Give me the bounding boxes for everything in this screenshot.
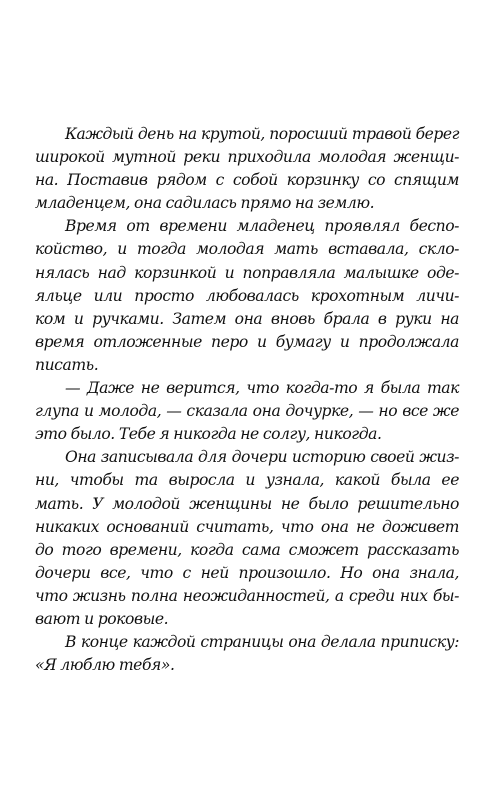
- text-line-content: — Даже не верится, что когда-то я была так: [65, 379, 459, 398]
- text-line: [35, 262, 459, 285]
- text-line-content: младенцем, она садилась прямо на землю.: [35, 194, 375, 213]
- text-line-content: койство, и тогда молодая мать вставала, скло-: [35, 240, 459, 259]
- text-line-content: до того времени, когда сама сможет рассказать: [35, 540, 459, 559]
- text-line: [35, 539, 459, 562]
- text-line-content: время отложенные перо и бумагу и продолжала: [35, 332, 459, 351]
- text-line: [35, 400, 459, 423]
- text-line-content: Время от времени младенец проявлял беспо-: [65, 217, 459, 236]
- text-line-content: писать.: [35, 355, 99, 374]
- text-line-content: никаких оснований считать, что она не доживет: [35, 517, 459, 536]
- text-line-content: Каждый день на крутой, поросший травой берег: [65, 125, 459, 143]
- text-line: [35, 446, 459, 469]
- text-line-content: Она записывала для дочери историю своей жиз-: [65, 448, 459, 467]
- text-line-content: вают и роковые.: [35, 609, 169, 628]
- text-line-content: дочери все, что с ней произошло. Но она знала,: [35, 563, 459, 582]
- text-line: [35, 377, 459, 400]
- text-line: [35, 331, 459, 354]
- text-line-content: это было. Тебе я никогда не солгу, никогда.: [35, 425, 382, 444]
- text-line-content: нялась над корзинкой и поправляла малышке оде-: [35, 263, 459, 282]
- text-line: [35, 469, 459, 492]
- text-line: [35, 608, 459, 631]
- text-line: [35, 308, 459, 331]
- text-line-content: ком и ручками. Затем она вновь брала в руки на: [35, 309, 459, 328]
- text-line: [35, 192, 459, 215]
- text-line: [35, 516, 459, 539]
- text-line-content: «Я люблю тебя».: [35, 656, 175, 675]
- body-text: [35, 123, 459, 677]
- text-line: [35, 654, 459, 677]
- text-line: [35, 169, 459, 192]
- text-line-content: яльце или просто любовалась крохотным личи-: [35, 286, 459, 305]
- text-line: [35, 562, 459, 585]
- text-line-content: В конце каждой страницы она делала приписку:: [65, 633, 459, 652]
- text-line: [35, 354, 459, 377]
- text-line-content: широкой мутной реки приходила молодая женщи-: [35, 148, 459, 167]
- text-line: [35, 285, 459, 308]
- text-line: [35, 146, 459, 169]
- text-line: [35, 123, 459, 146]
- text-line: [35, 585, 459, 608]
- text-line: [35, 238, 459, 261]
- text-line-content: ни, чтобы та выросла и узнала, какой была ее: [35, 471, 459, 490]
- text-line: [35, 215, 459, 238]
- text-line: [35, 631, 459, 654]
- text-line-content: глупа и молода, — сказала она дочурке, — но все же: [35, 402, 459, 421]
- text-line-content: мать. У молодой женщины не было решительно: [35, 494, 459, 513]
- text-line-content: на. Поставив рядом с собой корзинку со спящим: [35, 171, 459, 190]
- text-line: [35, 493, 459, 516]
- text-line-content: что жизнь полна неожиданностей, а среди них бы-: [35, 586, 459, 605]
- text-line: [35, 423, 459, 446]
